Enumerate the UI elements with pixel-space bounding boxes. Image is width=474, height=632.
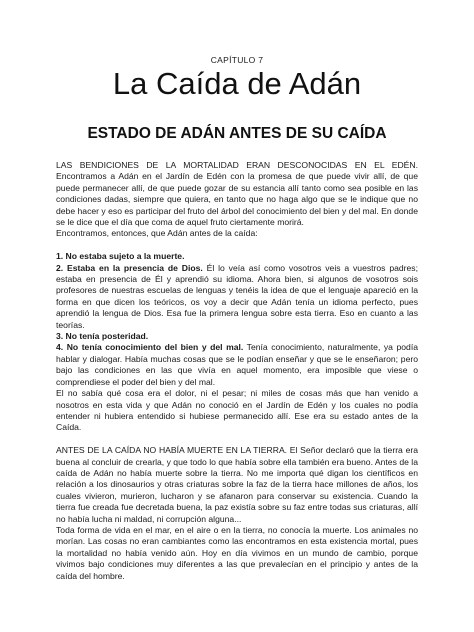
intro-lead-in: Encontramos, entonces, que Adán antes de la caída: [56,228,258,239]
second-section-paragraph: ANTES DE LA CAÍDA NO HABÍA MUERTE EN LA TIERRA. El Señor declaró que la tierra era buena al concluir de crearla, y que todo lo que había sobre ella también era bueno. Antes de la caída de Adán no había muerte sobre la tierra. No me importa qué digan los científicos en relación a los dinosaurios y otras criaturas sobre la faz de la tierra hace millones de años, los cuales vivieron, murieron, lucharon y se afanaron para conservar su existencia. Cuando la tierra fue creada fue decretada buena, la paz existía sobre su faz entre todas sus criaturas, allí no había lucha ni maldad, ni corrupción alguna... [56,445,418,524]
point-1-label: 1. No estaba sujeto a la muerte. [56,251,185,262]
point-3 [56,331,418,342]
paragraph-spacer [56,240,418,251]
point-3-label: 3. No tenía posteridad. [56,331,149,342]
second-section-continuation: Toda forma de vida en el mar, en el aire o en la tierra, no conocía la muerte. Los animales no morían. Las cosas no eran cambiantes como las encontramos en esta existencia mortal, pues la mortalidad no había venido aún. Hoy en día vivimos en un mundo de cambio, porque vivimos bajo condiciones muy diferentes a las que prevalecían en el principio y antes de la caída del hombre. [56,524,418,581]
point-1 [56,251,418,262]
section-heading: ESTADO DE ADÁN ANTES DE SU CAÍDA [87,125,387,142]
point-4 [56,342,418,388]
point-4-label: 4. No tenía conocimiento del bien y del mal. [56,342,244,353]
chapter-label: CAPÍTULO 7 [210,55,264,65]
page-title: La Caída de Adán [112,66,362,101]
body-text [56,160,418,582]
intro-paragraph: LAS BENDICIONES DE LA MORTALIDAD ERAN DESCONOCIDAS EN EL EDÉN. Encontramos a Adán en el Jardín de Edén con la promesa de que puede vivir allí, de que puede permanecer allí, de que puede gozar de su estancia allí tanto como sea posible en las condiciones dadas, siempre que quiera, en tanto que no haga algo que se le indique que no debe hacer y eso es participar del fruto del árbol del conocimiento del bien y del mal. En donde se le dice que el día que coma de aquel fruto ciertamente morirá. [56,160,418,228]
point-2 [56,263,418,331]
paragraph-spacer [56,434,418,445]
point-4-text: Tenía conocimiento, naturalmente, ya podía hablar y dialogar. Había muchas cosas que se le podían enseñar y que se le enseñaron; pero bajo las condiciones en las que vivía en aquel momento, era imposible que viese o comprendiese el poder del bien y del mal. [56,342,418,387]
closing-paragraph: El no sabía qué cosa era el dolor, ni el pesar; ni miles de cosas más que han venido a nosotros en esta vida y que Adán no conoció en el Jardín de Edén y los cuales no podía entender ni hubiera entendido si hubiese permanecido allí. Ese era su estado antes de la Caída. [56,388,418,433]
point-2-text: Él lo veía así como vosotros veis a vuestros padres; estaba en presencia de Él y aprendió su idioma. Ahora bien, si algunos de vosotros sois profesores de nuestras escuelas de lenguas y tenéis la idea de que el lenguaje apareció en la forma en que dicen los teóricos, os voy a decir que Adán tenía un idioma perfecto, pues aprendió la lengua de Dios. Esa fue la primera lengua sobre esta tierra. Eso en cuanto a las teorías. [56,262,418,330]
point-2-label: 2. Estaba en la presencia de Dios. [56,262,203,273]
